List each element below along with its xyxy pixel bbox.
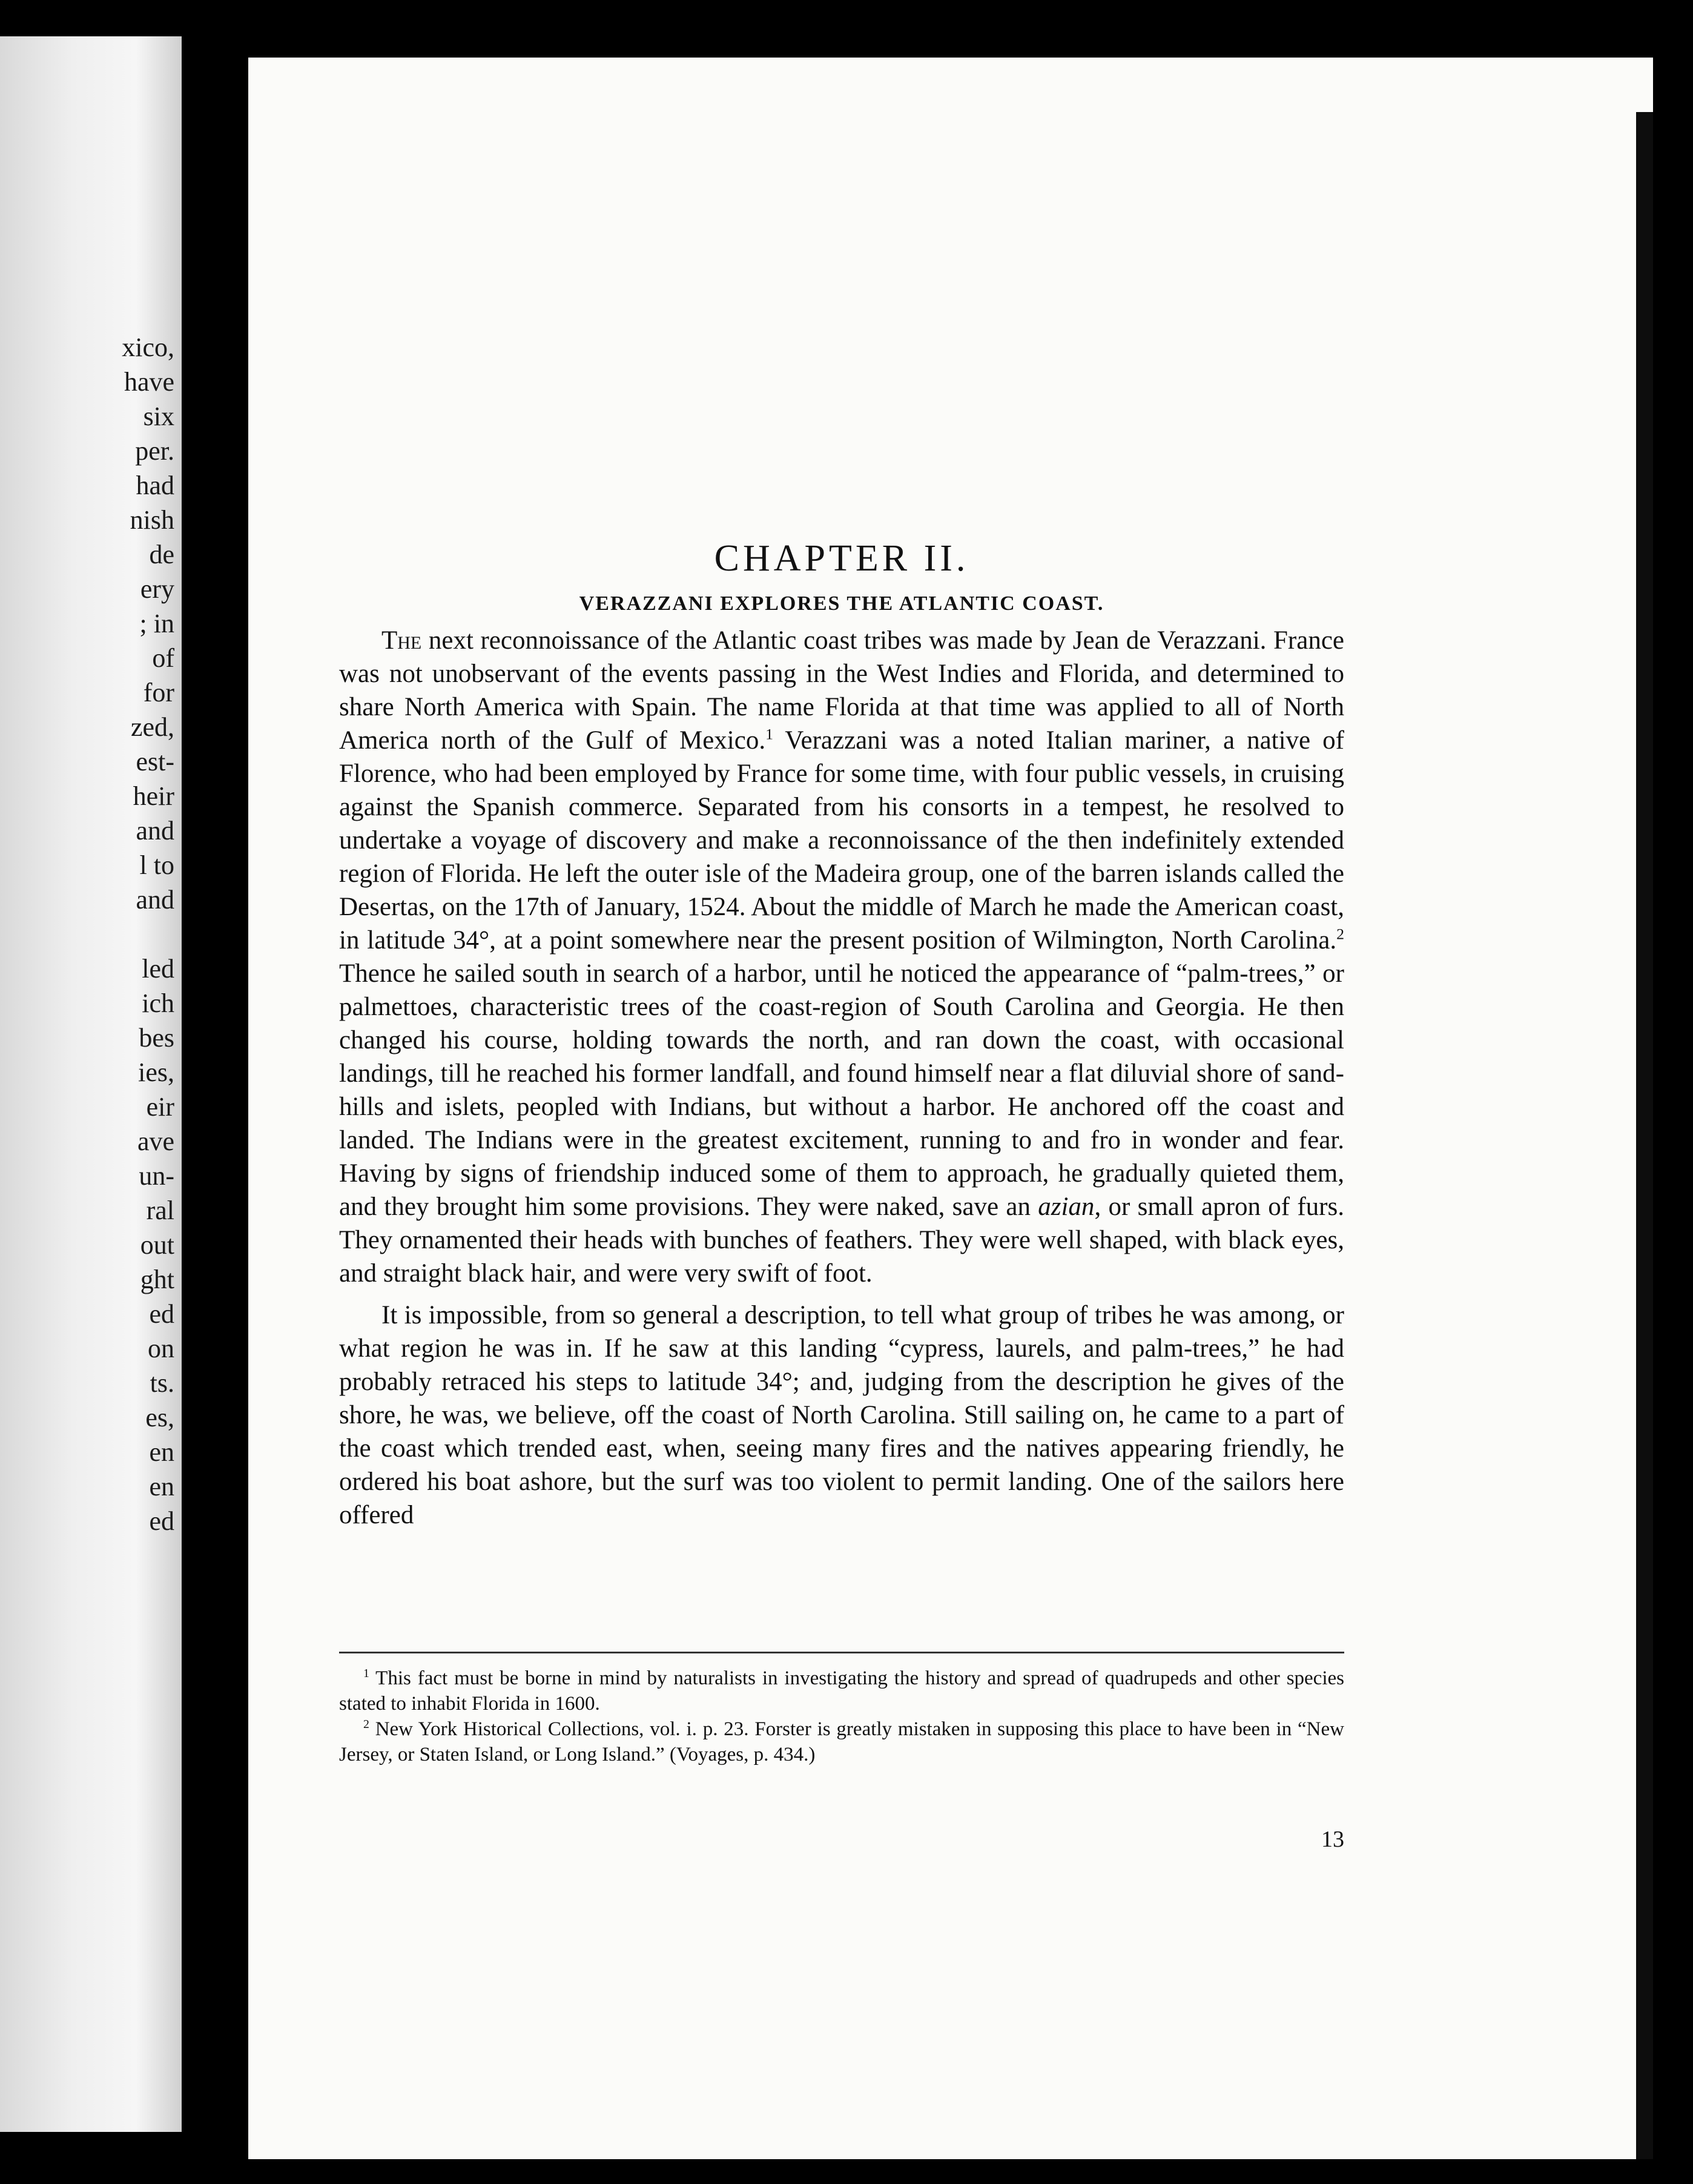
footnotes bbox=[339, 1666, 1344, 1767]
left-page-line-fragment: est- bbox=[136, 747, 174, 776]
body-text bbox=[339, 624, 1344, 1532]
italic-term: azian bbox=[1038, 1193, 1095, 1221]
footnote-text: This fact must be borne in mind by naturalists in investigating the history and spread of quadrupeds and other species stated to inhabit Florida in 1600. bbox=[339, 1667, 1344, 1715]
left-page-line-fragment: ery bbox=[140, 574, 174, 604]
footnote-number: 2 bbox=[363, 1718, 369, 1731]
paragraph-text: , or small apron of furs. They ornamented their heads with bunches of feathers. They were well shaped, with black eyes, and straight black hair, and were very swift of foot. bbox=[339, 1193, 1344, 1288]
left-page-line-fragment: ght bbox=[140, 1265, 174, 1294]
left-page-line-fragment: for bbox=[143, 678, 174, 707]
left-page-line-fragment: and bbox=[136, 816, 174, 845]
footnote-number: 1 bbox=[363, 1667, 369, 1680]
footnote bbox=[339, 1666, 1344, 1716]
left-page-line-fragment: l to bbox=[139, 850, 174, 880]
left-page-line-fragment: en bbox=[149, 1472, 174, 1501]
left-page-line-fragment: led bbox=[142, 954, 174, 984]
left-page-line-fragment: nish bbox=[130, 505, 174, 535]
left-page-line-fragment: ral bbox=[146, 1196, 174, 1225]
left-page-line-fragment: and bbox=[136, 885, 174, 915]
chapter-subtitle: VERAZZANI EXPLORES THE ATLANTIC COAST. bbox=[579, 592, 1104, 615]
paragraph: It is impossible, from so general a description, to tell what group of tribes he was among, or what region he was in. If he saw at this landing “cypress, laurels, and palm-trees,” he had probably retraced his steps to latitude 34°; and, judging from the description he gives of the shore, he was, we believe, off the coast of North Carolina. Still sailing on, he came to a part of the coast which trended east, when, seeing many fires and the natives appearing friendly, he ordered his boat ashore, but the surf was too violent to permit landing. One of the sailors here offered bbox=[339, 1301, 1344, 1529]
left-page-line-fragment: ; in bbox=[139, 609, 174, 638]
paragraph-text: Thence he sailed south in search of a harbor, until he noticed the appearance of “palm-trees,” or palmettoes, characteristic trees of the coast-region of South Carolina and Georgia. He then changed his course, holding towards the north, and ran down the coast, with occasional landings, till he reached his former landfall, and found himself near a flat diluvial shore of sand-hills and islets, peopled with Indians, but without a harbor. He anchored off the coast and landed. The Indians were in the greatest excitement, running to and fro in wonder and fear. Having by signs of friendship induced some of them to approach, he gradually quieted them, and they brought him some provisions. They were naked, save an bbox=[339, 959, 1344, 1221]
left-page-line-fragment: ed bbox=[149, 1299, 174, 1329]
left-page-line-fragment: had bbox=[136, 471, 174, 500]
left-page-line-fragment: of bbox=[152, 643, 174, 673]
left-page-line-fragment: have bbox=[124, 367, 174, 397]
paragraph-text: next reconnoissance of the Atlantic coast tribes was made by Jean de Verazzani. France was not unobservant of the events passing in the West Indies and Florida, and determined to share North America with Spain. The name Florida at that time was applied to all of North America north of the Gulf of Mexico. bbox=[339, 626, 1344, 755]
left-page-line-fragment: de bbox=[149, 540, 174, 569]
left-page-line-fragment: es, bbox=[145, 1403, 174, 1432]
left-page-line-fragment: ave bbox=[137, 1127, 174, 1156]
left-page-line-fragment: out bbox=[140, 1230, 174, 1260]
chapter-title: CHAPTER II. bbox=[714, 537, 969, 579]
left-page-line-fragment: ies, bbox=[138, 1057, 174, 1087]
left-page-line-fragment: xico, bbox=[122, 333, 174, 362]
left-page-line-fragment: ts. bbox=[150, 1368, 174, 1398]
page-edge bbox=[1636, 112, 1653, 2159]
paragraph-text: Verazzani was a noted Italian mariner, a native of Florence, who had been employed by France for some time, with four public vessels, in cruising against the Spanish commerce. Separated from his consorts in a tempest, he resolved to undertake a voyage of discovery and make a reconnoissance of the then indefinitely extended region of Florida. He left the outer isle of the Madeira group, one of the barren islands called the Desertas, on the 17th of January, 1524. About the middle of March he made the American coast, in latitude 34°, at a point somewhere near the present position of Wilmington, North Carolina. bbox=[339, 726, 1344, 955]
left-page-line-fragment: ed bbox=[149, 1506, 174, 1536]
page-number: 13 bbox=[1321, 1827, 1344, 1852]
left-page-fragment bbox=[0, 36, 182, 2132]
footnote bbox=[339, 1716, 1344, 1767]
left-page-line-fragment: ich bbox=[142, 988, 174, 1018]
left-page-line-fragment: on bbox=[148, 1334, 174, 1363]
left-page-line-fragment: six bbox=[143, 402, 174, 431]
paragraph-lead-word: The bbox=[381, 626, 422, 655]
left-page-line-fragment: heir bbox=[133, 781, 174, 811]
book-page bbox=[248, 58, 1653, 2159]
paragraph bbox=[339, 624, 1344, 1290]
footnote-marker: 1 bbox=[765, 725, 773, 743]
left-page-line-fragment: per. bbox=[135, 436, 174, 466]
left-page-line-fragment: eir bbox=[146, 1092, 174, 1122]
footnote-text: New York Historical Collections, vol. i. p. 23. Forster is greatly mistaken in supposing this place to have been in “New Jersey, or Staten Island, or Long Island.” (Voyages, p. 434.) bbox=[339, 1718, 1344, 1765]
left-page-line-fragment: un- bbox=[139, 1161, 174, 1191]
left-page-line-fragment: en bbox=[149, 1437, 174, 1467]
book-gutter bbox=[182, 0, 248, 2184]
footnote-marker: 2 bbox=[1336, 925, 1344, 943]
left-page-line-fragment: bes bbox=[139, 1023, 174, 1053]
left-page-line-fragment: zed, bbox=[130, 712, 174, 742]
footnote-divider bbox=[339, 1652, 1344, 1653]
